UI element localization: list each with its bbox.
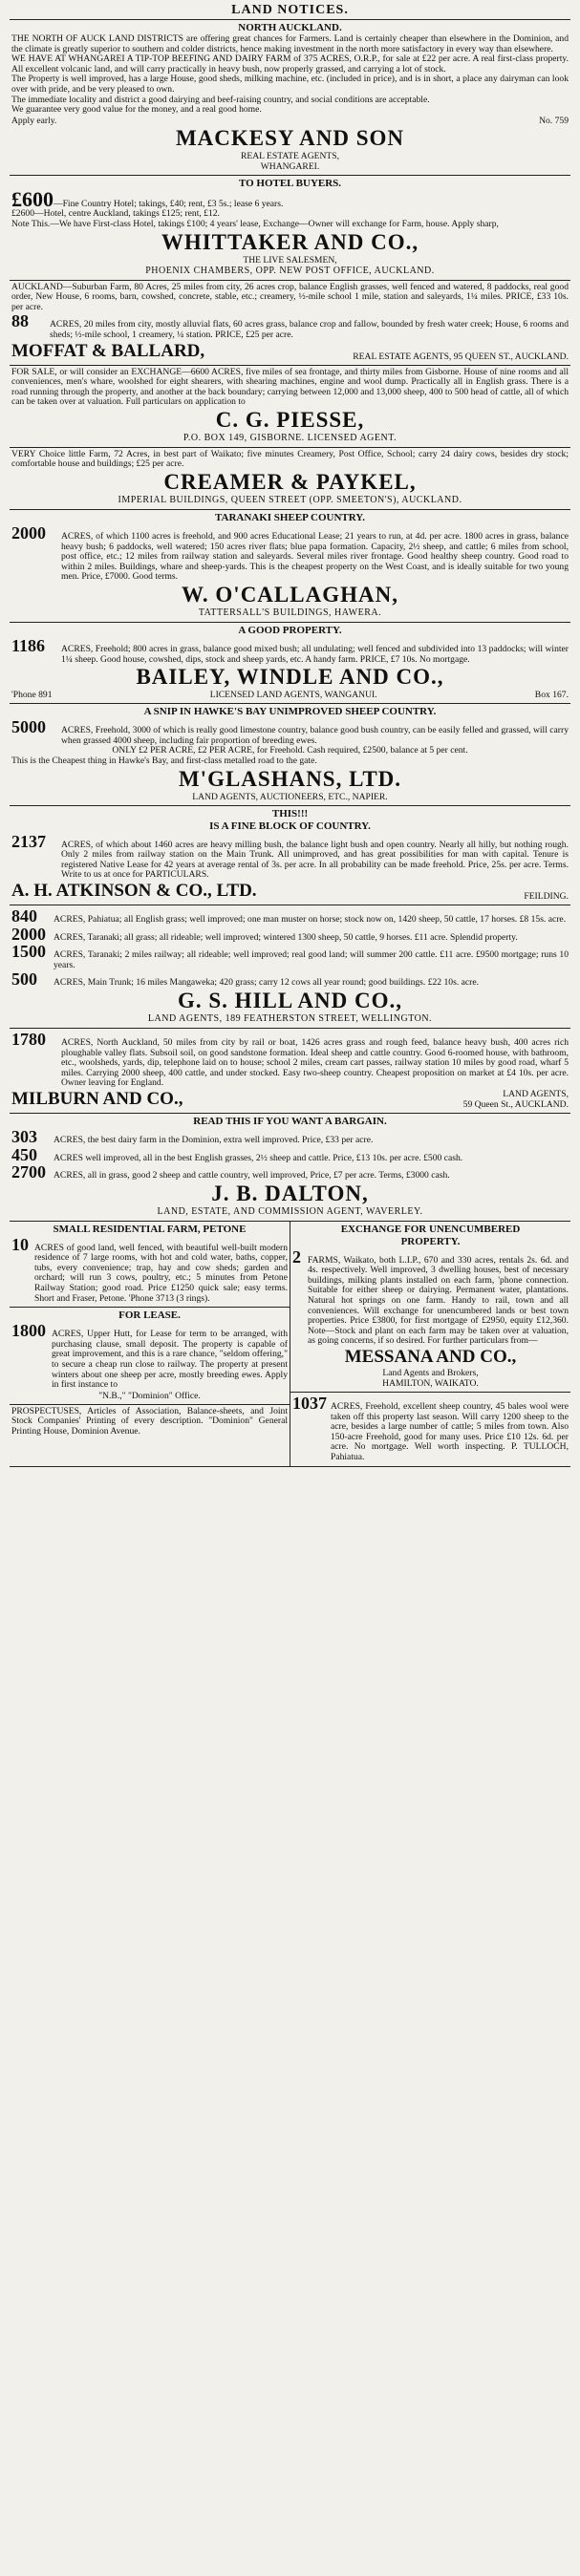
ad-listing [11,637,569,665]
ad-listing [11,524,569,583]
firm-address: P.O. BOX 149, GISBORNE. LICENSED AGENT. [183,432,397,443]
firm-town: FEILDING. [524,890,569,902]
ad-listing [11,970,569,989]
ad-number: No. 759 [539,115,569,126]
ad-listing [11,926,569,944]
firm-name: BAILEY, WINDLE AND CO., [136,665,444,690]
firm-row [11,690,569,700]
left-column [10,1222,290,1466]
acre-number: 840 [11,905,37,926]
ad-text: AUCKLAND—Suburban Farm, 80 Acres, 25 miles from city, 26 acres crop, balance English grasses, well fenced and watered, 8 paddocks, real good order, New House, 6 rooms, barn, cowshed, concrete, stable, etc.; creamery, ½-mile school 1 mile, station and saleyards, 1¼ miles. PRICE, £33 10s. per acre. [11,281,569,312]
firm-name: MESSANA AND CO., [344,1347,517,1368]
firm-name: MILBURN AND CO., [11,1088,183,1109]
listing-text: ACRES, all in grass, good 2 sheep and cattle country, well improved, Price, £7 per acre. Terms, £3000 cash. [54,1170,450,1182]
firm-agents: REAL ESTATE AGENTS, 95 QUEEN ST., AUCKLAND. [353,351,569,362]
firm-name: CREAMER & PAYKEL, [163,470,417,495]
ad-text: £2600—Hotel, centre Auckland, takings £125; rent, £12. [11,208,220,220]
firm-box: Box 167. [534,690,569,701]
ad-subheading: A GOOD PROPERTY. [238,625,342,637]
ad-bailey [10,623,570,704]
ad-listing [11,1322,288,1391]
firm-name: MACKESY AND SON [175,125,405,150]
ad-dalton [10,1114,570,1222]
acre-number: 1500 [11,942,46,962]
firm-address: LAND, ESTATE, AND COMMISSION AGENT, WAVERLEY. [157,1205,423,1217]
ad-subheading: EXCHANGE FOR UNENCUMBERED [340,1223,521,1235]
ad-text: PROSPECTUSES, Articles of Association, Balance-sheets, and Joint Stock Companies' Printing of every description. "Dominion" General Printing House, Dominion Avenue. [11,1405,288,1437]
firm-name: A. H. ATKINSON & CO., LTD. [11,880,257,901]
ad-listing [11,1031,569,1089]
ad-mglashans [10,704,570,805]
ad-petone [10,1222,290,1309]
firm-address: TATTERSALL'S BUILDINGS, HAWERA. [198,607,382,619]
listing-text: ACRES, Freehold; 800 acres in grass, balance good mixed bush; all undulating; well fenced and subdivided into 13 paddocks; will winter 1¼ sheep. Good house, cowshed, dips, stock and sheep yards, etc. A handy farm. PRICE, £7 10s. No mortgage. [61,644,569,665]
firm-name: WHITTAKER AND CO., [161,229,419,254]
ad-subheading: PROPERTY. [400,1235,461,1247]
ad-piesse [10,366,570,448]
listing-text: ACRES, of which about 1460 acres are heavy milling bush, the balance light bush and open country. Nearly all hilly, but nothing rough. Only 2 miles from railway station on the Main Trunk. All unimproved, and has great possibilities for man with capital. Tenure is registered Native Lease for 42 years at average rental of 3s. per acre. In all probability can be made freehold. Price, 25s. per acre. Terms. Write to us at once for PARTICULARS. [61,839,569,881]
ad-text: The immediate locality and district a good dairying and beef-raising country, and social conditions are acceptable. [11,94,430,105]
ad-mackesy [10,20,570,176]
ad-text: VERY Choice little Farm, 72 Acres, in best part of Waikato; five minutes Creamery, Post Office, School; carry 24 dairy cows, besides dry stock; comfortable house and buildings; £25 per acre. [11,448,569,470]
listing-text: ACRES, Pahiatua; all English grass; well improved; one man muster on horse; stock now on, 1420 sheep, 50 cattle, 17 horses. £8 15s. acre. [54,913,567,925]
firm-tag: REAL ESTATE AGENTS, [240,150,340,161]
ad-listing [292,1394,569,1463]
ad-subheading: TARANAKI SHEEP COUNTRY. [214,512,365,524]
listing-text: ACRES, Freehold, 3000 of which is really good limestone country, balance good bush country, can be easily felled and grassed, will carry when grassed 4000 sheep, including fair proportion of breeding ewes. [61,725,569,746]
ad-line: —Fine Country Hotel; takings, £40; rent, £3 5s.; lease 6 years. [54,198,284,209]
listing-text: ACRES, Taranaki; all grass; all rideable; well improved; wintered 1300 sheep, 50 cattle, 9 horses. £11 acre. Splendid property. [54,931,518,943]
ad-subheading: NORTH AUCKLAND. [238,22,342,33]
acre-number: 2700 [11,1162,46,1182]
firm-name: G. S. HILL AND CO., [178,988,402,1012]
ad-atkinson [10,806,570,905]
firm-agents-line: LAND AGENTS, [503,1088,569,1099]
firm-tag: THE LIVE SALESMEN, [243,254,337,266]
bottom-columns [10,1222,570,1467]
ad-ocallaghan [10,510,570,623]
ad-text: FOR SALE, or will consider an EXCHANGE—6600 ACRES, five miles of sea frontage, and thirty miles from Gisborne. House of nine rooms and all conveniences, men's whare, woolshed for eight shearers, with shearing machines, engine and wool dump. Practically all in English grass. There is a road running through the property, and another at the back boundary; carrying between 12,000 and 13,000 sheep, 400 to 500 head of cattle, all of which can be taken over at valuation. Full particulars on application to [11,366,569,408]
ad-text: The Property is well improved, has a large House, good sheds, milking machine, etc. (included in price), and is in short, a place any dairyman can look over with pride, and be very pleased to own. [11,74,569,95]
ad-creamer [10,448,570,510]
ad-listing [292,1248,569,1347]
ad-signature: "N.B.," "Dominion" Office. [98,1390,201,1401]
firm-row [11,881,569,902]
ad-subheading: READ THIS IF YOU WANT A BARGAIN. [193,1115,387,1127]
listing-text: ACRES, the best dairy farm in the Dominion, extra well improved. Price, £33 per acre. [54,1134,374,1145]
ad-subheading: A SNIP IN HAWKE'S BAY UNIMPROVED SHEEP COUNTRY. [143,706,437,718]
acre-number: 88 [11,311,29,331]
ad-hill [10,905,570,1029]
firm-phone: 'Phone 891 [11,690,53,701]
firm-agents [463,1089,569,1110]
ad-tulloch [290,1393,570,1466]
ad-subheading: IS A FINE BLOCK OF COUNTRY. [209,820,371,832]
ad-listing [11,833,569,881]
firm-town: HAMILTON, WAIKATO. [382,1378,479,1390]
section-header: LAND NOTICES. [10,2,570,20]
listing-text: ACRES, 20 miles from city, mostly alluvial flats, 60 acres grass, balance crop and fallow, bounded by fresh water creek; House, 6 rooms and sheds; ½-mile school, 1 creamery, ¼ station. PRICE, £25 per acre. [50,319,569,340]
listing-text: ACRES, Taranaki; 2 miles railway; all rideable; well improved; real good land; will summer 200 cattle. £11 acre. £9500 mortgage; runs 10 years. [54,949,569,970]
acre-number: 2 [292,1246,301,1267]
acre-number: 2000 [11,924,46,944]
acre-number: 2137 [11,831,46,851]
listing-text: ACRES, Main Trunk; 16 miles Mangaweka; 420 grass; carry 12 cows all year round; good buildings. £22 10s. acre. [54,977,479,989]
ad-listing [11,907,569,926]
ad-moffat [10,281,570,366]
ad-text [11,186,569,211]
listing-text: FARMS, Waikato, both L.I.P., 670 and 330 acres, rentals 2s. 6d. and 4s. respectively. Well improved, 3 dwelling houses, best of necessary buildings, milking plants installed on each farm, 'phone connection. Suitable for either sheep or dairying. Permanent water, plantations. Natural hot springs on one farm. Handy to rail, town and all conveniences. Will exchange for unencumbered lands or best town properties. Price £3800, for first mortgage of £2950, equity £12,360. Note—Stock and plant on each farm may be taken over at valuation, as going concerns, if so desired. For further particulars from— [308,1254,569,1347]
listing-text: ACRES, Upper Hutt, for Lease for term to be arranged, with purchasing clause, small deposit. The property is capable of great improvement, and this is a rare chance, "seldom offering," to secure a cheap run close to railway. The property at present winters about one sheep per acre, mostly breeding ewes. Apply in first instance to [52,1329,288,1391]
ad-subheading: THIS!!! [271,807,309,820]
ad-price: £600 [11,186,54,211]
firm-row [11,1089,569,1110]
ad-text: WE HAVE AT WHANGAREI A TIP-TOP BEEFING AND DAIRY FARM of 375 ACRES, O.R.P., for sale at £22 per acre. A real first-class property. All excellent volcanic land, and will carry practically in heavy bush, now properly grassed, and carrying a lot of stock. [11,53,569,75]
listing-group [11,907,569,989]
listing-text: ACRES well improved, all in the best English grasses, 2½ sheep and cattle. Price, £13 10s. per acre. £500 cash. [54,1152,463,1163]
acre-number: 1186 [11,636,46,656]
firm-agents-line: 59 Queen St., AUCKLAND. [462,1098,569,1110]
ad-text: THE NORTH OF AUCK LAND DISTRICTS are offering great chances for Farmers. Land is certainly cheaper than elsewhere in the Dominion, and the climate is greatly superior to southern and colder districts, hence making investment in the north more satisfactory in every way than elsewhere. [11,33,569,54]
ad-listing [11,1236,288,1305]
ad-lease [10,1308,290,1405]
firm-address: LAND AGENTS, 189 FEATHERSTON STREET, WELLINGTON. [147,1012,433,1024]
right-column [290,1222,570,1466]
acre-number: 303 [11,1126,37,1146]
listing-text: ACRES of good land, well fenced, with beautiful well-built modern residence of 7 large rooms, with hot and cold water, baths, copper, tubs, every convenience; trap, hay and cow sheds; garden and orchard; will run 3 cows, poultry, etc.; 5 minutes from Petone Railway Station; good road. Price £1250 quick sale; easy terms. Short and Fraser, Petone. 'Phone 3713 (3 rings). [34,1242,288,1304]
ad-apply: Apply early. [11,115,57,126]
ad-messana [290,1222,570,1393]
ad-subheading: TO HOTEL BUYERS. [238,177,342,189]
firm-row [11,341,569,362]
ad-listing [11,718,569,746]
firm-address: IMPERIAL BUILDINGS, QUEEN STREET (OPP. SMEETON'S), AUCKLAND. [118,495,462,506]
acre-number: 1037 [292,1394,327,1414]
firm-agents: LICENSED LAND AGENTS, WANGANUI. [209,690,377,701]
ad-milburn [10,1029,570,1114]
acre-number: 1800 [11,1321,46,1341]
firm-name: C. G. PIESSE, [215,407,365,432]
acre-number: 1780 [11,1029,46,1049]
acre-number: 5000 [11,717,46,737]
firm-name: J. B. DALTON, [211,1181,369,1205]
firm-name: MOFFAT & BALLARD, [11,340,205,361]
ad-text: We guarantee very good value for the money, and a real good home. [11,104,262,116]
ad-listing [11,312,569,340]
firm-agents: Land Agents and Brokers, [382,1368,479,1379]
listing-text: ACRES, North Auckland, 50 miles from city by rail or boat, 1426 acres grass and rough feed, balance heavy bush, 400 acres rich ploughable valley flats. Subsoil soil, on good sandstone formation. Ideal sheep and cattle country. Good 6-roomed house, with bathroom, etc., woolsheds, yards, dip, telephone laid on to house; school 2 miles, cream cart passes, railway station 10 miles by good road, wharf 5 miles. Carrying 2000 sheep, 400 cattle, and under stocked. Easy two-sheep country. Cheapest proposition on market at £4 10s. per acre. Owner leaving for England. [61,1036,569,1089]
listing-text: ACRES, Freehold, excellent sheep country, 45 bales wool were taken off this property last season. Will carry 1200 sheep to the acre, besides a large number of cattle; 5 miles from town. Also 150-acre Freehold, good for many uses. Price £10 12s. 6d. per acre. No mortgage. Well worth inspecting. P. TULLOCH, Pahiatua. [331,1401,569,1462]
firm-agents: LAND AGENTS, AUCTIONEERS, ETC., NAPIER. [192,791,388,802]
newspaper-page [10,0,570,1467]
listing-text: ACRES, of which 1100 acres is freehold, and 900 acres Educational Lease; 21 years to run, at 4d. per acre. 1800 acres in grass, balance heavy bush; 6 paddocks, well watered; 150 acres river flats; blue papa formation. Capacity, 2½ sheep, and cattle; 6 miles from school, post office, etc.; 12 miles from railway station and saleyards. Several miles river frontage. Good healthy sheep country. Good road to within 2 miles. Buildings, whare and sheep-yards. This is the cheapest property on the West Coast, and is ideally suitable for two young men. Price, £7000. Good terms. [61,531,569,583]
listing-group [11,1128,569,1182]
acre-number: 500 [11,969,37,990]
ad-prospectuses [10,1405,290,1440]
ad-text: This is the Cheapest thing in Hawke's Bay, and first-class metalled road to the gate. [11,756,317,766]
firm-address: PHOENIX CHAMBERS, OPP. NEW POST OFFICE, AUCKLAND. [145,265,435,276]
ad-listing [11,943,569,970]
firm-name: W. O'CALLAGHAN, [182,583,398,607]
ad-listing [11,1146,569,1164]
ad-listing [11,1128,569,1146]
ad-subheading: SMALL RESIDENTIAL FARM, PETONE [53,1223,247,1235]
firm-town: WHANGAREI. [260,160,320,172]
acre-number: 10 [11,1234,29,1254]
ad-text: Note This.—We have First-class Hotel, takings £100; 4 years' lease, Exchange—Owner will exchange for Farm, house. Apply sharp, [11,218,499,229]
firm-name: M'GLASHANS, LTD. [178,766,402,791]
ad-whittaker [10,176,570,281]
ad-listing [11,1163,569,1182]
acre-number: 2000 [11,523,46,543]
ad-subheading: FOR LEASE. [118,1309,181,1322]
ad-footer-row [11,116,569,126]
ad-text: ONLY £2 PER ACRE, £2 PER ACRE, for Freehold. Cash required, £2500, balance at 5 per cent. [112,745,468,756]
acre-number: 450 [11,1144,37,1164]
